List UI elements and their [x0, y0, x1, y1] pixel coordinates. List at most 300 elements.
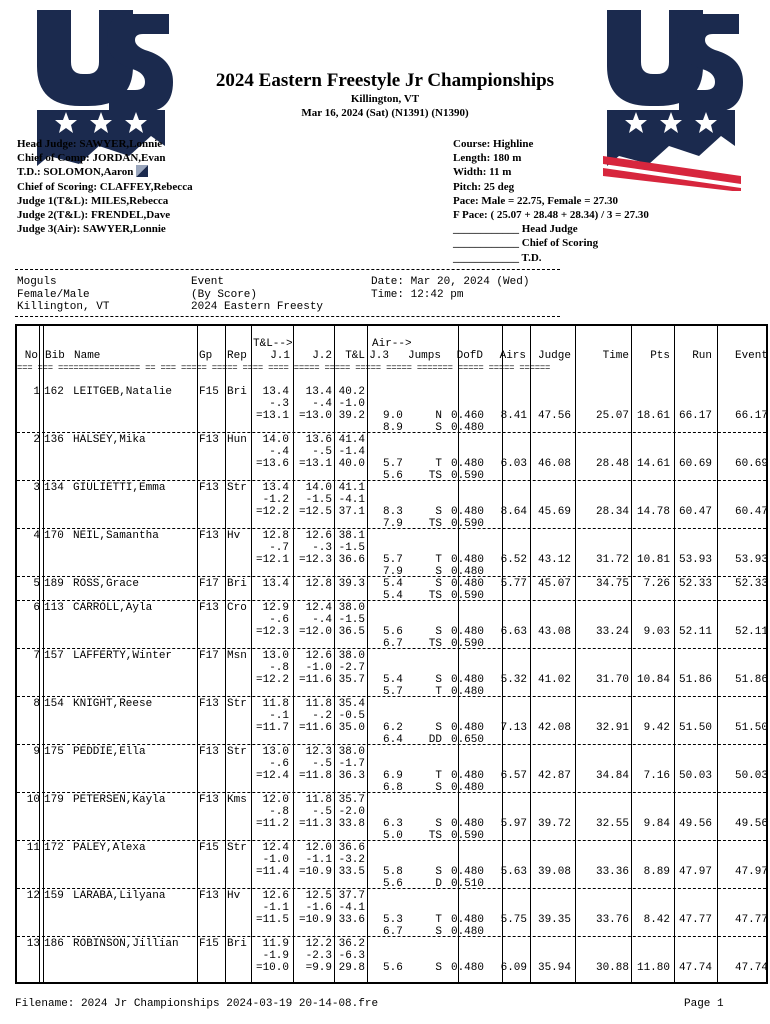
cell-tl: 35.4	[338, 698, 365, 710]
cell-judge: 47.56	[537, 410, 571, 422]
cell-j2: -.4	[312, 614, 332, 626]
event-date: Date: Mar 20, 2024 (Wed)	[371, 276, 530, 288]
cell-pts: 10.84	[636, 674, 670, 686]
cell-event: 51.50	[734, 722, 768, 734]
cell-j2: =11.6	[298, 674, 332, 686]
cell-time: 32.91	[595, 722, 629, 734]
column-divider	[334, 326, 335, 982]
official-judge-2: Judge 2(T&L): FRENDEL,Dave	[17, 209, 171, 222]
cell-j3: 6.2	[383, 722, 403, 734]
cell-tl: 38.0	[338, 746, 365, 758]
cell-run: 51.50	[678, 722, 712, 734]
cell-dofd: 0.480	[450, 770, 484, 782]
cell-rep: Msn	[227, 650, 247, 662]
cell-dofd: 0.480	[450, 962, 484, 974]
column-divider	[502, 326, 503, 982]
cell-time: 31.72	[595, 554, 629, 566]
cell-airs: 6.09	[500, 962, 527, 974]
cell-dofd: 0.590	[450, 590, 484, 602]
cell-pts: 9.84	[643, 818, 670, 830]
cell-j1: 11.8	[262, 698, 289, 710]
cell-event: 49.56	[734, 818, 768, 830]
column-divider	[367, 326, 368, 982]
cell-j1: 12.0	[262, 794, 289, 806]
cell-run: 51.86	[678, 674, 712, 686]
cell-judge: 42.08	[537, 722, 571, 734]
cell-j2: =11.6	[298, 722, 332, 734]
cell-dofd: 0.480	[450, 866, 484, 878]
cell-jumps: S	[435, 926, 442, 938]
cell-jumps: S	[435, 866, 442, 878]
cell-gp: F15	[199, 386, 219, 398]
cell-time: 28.48	[595, 458, 629, 470]
signature-chief-of-scoring: ____________ Chief of Scoring	[453, 237, 599, 250]
cell-bib: 136	[44, 434, 64, 446]
cell-judge: 46.08	[537, 458, 571, 470]
cell-j1: =12.2	[255, 506, 289, 518]
cell-tl: 33.5	[338, 866, 365, 878]
cell-j3: 6.3	[383, 818, 403, 830]
cell-tl: 40.2	[338, 386, 365, 398]
cell-dofd: 0.480	[450, 914, 484, 926]
cell-bib: 159	[44, 890, 64, 902]
cell-run: 53.93	[678, 554, 712, 566]
cell-rep: Hv	[227, 530, 241, 542]
cell-tl: 33.6	[338, 914, 365, 926]
cell-j1: =11.7	[255, 722, 289, 734]
cell-name: ROBINSON,Jillian	[73, 938, 179, 950]
cell-dofd: 0.590	[450, 470, 484, 482]
cell-j3: 5.6	[383, 470, 403, 482]
cell-jumps: T	[435, 458, 442, 470]
cell-tl: 36.3	[338, 770, 365, 782]
cell-bib: 179	[44, 794, 64, 806]
cell-tl: 36.2	[338, 938, 365, 950]
cell-j2: -.5	[312, 758, 332, 770]
cell-tl: -3.2	[338, 854, 365, 866]
cell-j3: 5.3	[383, 914, 403, 926]
cell-dofd: 0.480	[450, 674, 484, 686]
cell-j2: =13.0	[298, 410, 332, 422]
cell-j1: -1.2	[262, 494, 289, 506]
cell-run: 66.17	[678, 410, 712, 422]
cell-dofd: 0.480	[450, 818, 484, 830]
cell-dofd: 0.480	[450, 554, 484, 566]
cell-j1: =10.0	[255, 962, 289, 974]
cell-gp: F15	[199, 938, 219, 950]
cell-rep: Cro	[227, 602, 247, 614]
cell-j2: =13.1	[298, 458, 332, 470]
column-header-t-l: T&L	[345, 350, 365, 362]
column-divider	[39, 326, 40, 982]
cell-jumps: S	[435, 818, 442, 830]
cell-tl: -2.0	[338, 806, 365, 818]
cell-run: 50.03	[678, 770, 712, 782]
divider	[15, 316, 560, 317]
column-header-airs: Airs	[499, 350, 526, 362]
cell-bib: 170	[44, 530, 64, 542]
cell-j2: -.5	[312, 806, 332, 818]
cell-airs: 6.57	[500, 770, 527, 782]
official-chief-of-comp: Chief of Comp: JORDAN,Evan	[17, 152, 166, 165]
table-row	[17, 698, 766, 746]
cell-pts: 8.42	[643, 914, 670, 926]
header-underline: === === ================ == === ===== ===== ==== ==== ===== ===== ===== ===== ======= ===== ===== ======	[17, 363, 551, 373]
cell-j1: -.6	[269, 614, 289, 626]
cell-run: 52.33	[678, 578, 712, 590]
cell-dofd: 0.480	[450, 578, 484, 590]
cell-judge: 42.87	[537, 770, 571, 782]
cell-j1: =11.5	[255, 914, 289, 926]
row-separator	[17, 480, 766, 481]
cell-airs: 5.63	[500, 866, 527, 878]
official-judge-3: Judge 3(Air): SAWYER,Lonnie	[17, 223, 166, 236]
cell-pts: 14.61	[636, 458, 670, 470]
cell-tl: -4.1	[338, 494, 365, 506]
cell-no: 1	[33, 386, 40, 398]
cell-bib: 113	[44, 602, 64, 614]
cell-j1: =12.4	[255, 770, 289, 782]
column-divider	[458, 326, 459, 982]
cell-dofd: 0.480	[450, 422, 484, 434]
cell-jumps: T	[435, 554, 442, 566]
cell-j3: 5.8	[383, 866, 403, 878]
cell-pts: 11.80	[636, 962, 670, 974]
column-header-j-3: J.3	[369, 350, 389, 362]
cell-dofd: 0.480	[450, 686, 484, 698]
cell-j3: 5.7	[383, 686, 403, 698]
cell-j3: 7.9	[383, 566, 403, 578]
row-separator	[17, 576, 766, 577]
cell-bib: 134	[44, 482, 64, 494]
cell-j3: 6.7	[383, 926, 403, 938]
group-tl-header: T&L-->	[253, 338, 293, 350]
cell-event: 52.33	[734, 578, 768, 590]
cell-tl: 29.8	[338, 962, 365, 974]
cell-no: 8	[33, 698, 40, 710]
table-row	[17, 794, 766, 842]
column-header-j-1: J.1	[270, 350, 290, 362]
cell-j2: =12.5	[298, 506, 332, 518]
cell-event: 60.69	[734, 458, 768, 470]
cell-run: 60.69	[678, 458, 712, 470]
cell-j1: -.1	[269, 710, 289, 722]
cell-judge: 41.02	[537, 674, 571, 686]
cell-j2: =9.9	[305, 962, 332, 974]
cell-bib: 157	[44, 650, 64, 662]
official-judge-1: Judge 1(T&L): MILES,Rebecca	[17, 194, 169, 207]
cell-jumps: T	[435, 686, 442, 698]
cell-tl: -1.0	[338, 398, 365, 410]
cell-dofd: 0.480	[450, 722, 484, 734]
column-divider	[674, 326, 675, 982]
cell-j1: -1.0	[262, 854, 289, 866]
cell-jumps: TS	[428, 518, 442, 530]
cell-j2: 12.0	[305, 842, 332, 854]
cell-j1: =13.1	[255, 410, 289, 422]
cell-j2: -1.6	[305, 902, 332, 914]
cell-j3: 5.0	[383, 830, 403, 842]
cell-name: NEIL,Samantha	[73, 530, 159, 542]
cell-tl: 38.1	[338, 530, 365, 542]
cell-airs: 7.13	[500, 722, 527, 734]
cell-j2: 11.8	[305, 698, 332, 710]
cell-j3: 6.7	[383, 638, 403, 650]
cell-no: 9	[33, 746, 40, 758]
cell-tl: 36.6	[338, 554, 365, 566]
cell-dofd: 0.590	[450, 638, 484, 650]
cell-no: 11	[26, 842, 40, 854]
column-header-pts: Pts	[650, 350, 670, 362]
cell-jumps: TS	[428, 590, 442, 602]
cell-rep: Bri	[227, 386, 247, 398]
cell-bib: 175	[44, 746, 64, 758]
cell-no: 4	[33, 530, 40, 542]
cell-time: 32.55	[595, 818, 629, 830]
cell-run: 47.74	[678, 962, 712, 974]
cell-tl: -2.7	[338, 662, 365, 674]
column-divider	[575, 326, 576, 982]
cell-jumps: S	[435, 782, 442, 794]
cell-airs: 5.97	[500, 818, 527, 830]
cell-j1: 12.8	[262, 530, 289, 542]
cell-j1: -.8	[269, 662, 289, 674]
cell-name: ROSS,Grace	[73, 578, 140, 590]
cell-no: 7	[33, 650, 40, 662]
column-header-dofd: DofD	[456, 350, 483, 362]
cell-run: 52.11	[678, 626, 712, 638]
cell-j1: =11.2	[255, 818, 289, 830]
cell-j2: 13.4	[305, 386, 332, 398]
event-col-3	[371, 276, 529, 301]
cell-tl: -1.5	[338, 542, 365, 554]
cell-event: 47.74	[734, 962, 768, 974]
event-name: 2024 Eastern Freesty	[191, 301, 324, 313]
cell-j3: 5.4	[383, 674, 403, 686]
cell-rep: Str	[227, 698, 247, 710]
cell-jumps: S	[435, 566, 442, 578]
cell-tl: 41.1	[338, 482, 365, 494]
column-divider	[225, 326, 226, 982]
cell-judge: 35.94	[537, 962, 571, 974]
cell-no: 10	[26, 794, 40, 806]
page-title: 2024 Eastern Freestyle Jr Championships	[215, 70, 555, 91]
cell-time: 30.88	[595, 962, 629, 974]
cell-airs: 5.32	[500, 674, 527, 686]
table-row	[17, 650, 766, 698]
column-divider	[43, 326, 44, 982]
cell-j2: 11.8	[305, 794, 332, 806]
cell-event: 52.11	[734, 626, 768, 638]
column-header-run: Run	[692, 350, 712, 362]
cell-dofd: 0.480	[450, 626, 484, 638]
cell-pts: 7.26	[643, 578, 670, 590]
cell-j2: -1.5	[305, 494, 332, 506]
cell-tl: 38.0	[338, 650, 365, 662]
cell-j1: 12.4	[262, 842, 289, 854]
cell-tl: 35.7	[338, 794, 365, 806]
cell-gp: F13	[199, 602, 219, 614]
cell-time: 25.07	[595, 410, 629, 422]
cell-gp: F13	[199, 890, 219, 902]
cell-gp: F17	[199, 650, 219, 662]
cell-jumps: DD	[428, 734, 442, 746]
table-row	[17, 842, 766, 890]
cell-jumps: S	[435, 674, 442, 686]
cell-name: HALSEY,Mika	[73, 434, 146, 446]
cell-gp: F13	[199, 698, 219, 710]
cell-j1: -.7	[269, 542, 289, 554]
cell-j2: -.4	[312, 398, 332, 410]
cell-airs: 5.75	[500, 914, 527, 926]
cell-name: PALEY,Alexa	[73, 842, 146, 854]
cell-jumps: S	[435, 722, 442, 734]
cell-event: 47.77	[734, 914, 768, 926]
event-label: Event	[191, 276, 225, 288]
cell-gp: F15	[199, 842, 219, 854]
cell-pts: 18.61	[636, 410, 670, 422]
column-divider	[197, 326, 198, 982]
cell-event: 66.17	[734, 410, 768, 422]
cell-airs: 8.41	[500, 410, 527, 422]
cell-gp: F13	[199, 746, 219, 758]
cell-jumps: TS	[428, 830, 442, 842]
cell-tl: 37.7	[338, 890, 365, 902]
cell-j1: 13.4	[262, 482, 289, 494]
event-place: Killington, VT	[17, 301, 110, 313]
footer-filename: Filename: 2024 Jr Championships 2024-03-19 20-14-08.fre	[15, 998, 379, 1010]
cell-j3: 5.4	[383, 590, 403, 602]
cell-j1: 14.0	[262, 434, 289, 446]
table-row	[17, 578, 766, 602]
column-header-j-2: J.2	[312, 350, 332, 362]
cell-tl: 39.2	[338, 410, 365, 422]
cell-j3: 8.9	[383, 422, 403, 434]
cell-judge: 39.08	[537, 866, 571, 878]
cell-judge: 43.12	[537, 554, 571, 566]
row-separator	[17, 528, 766, 529]
cell-j2: =10.9	[298, 914, 332, 926]
cell-jumps: S	[435, 626, 442, 638]
event-sort: (By Score)	[191, 288, 258, 301]
event-gender: Female/Male	[17, 288, 90, 301]
cell-j1: 13.0	[262, 746, 289, 758]
official-td-text: T.D.: SOLOMON,Aaron	[17, 166, 134, 179]
cell-run: 49.56	[678, 818, 712, 830]
cell-j1: =12.2	[255, 674, 289, 686]
cell-j3: 5.6	[383, 878, 403, 890]
table-row	[17, 746, 766, 794]
cell-j1: =12.3	[255, 626, 289, 638]
cell-rep: Str	[227, 482, 247, 494]
flag-icon	[136, 165, 148, 177]
cell-j1: 11.9	[262, 938, 289, 950]
row-separator	[17, 888, 766, 889]
cell-bib: 162	[44, 386, 64, 398]
table-row	[17, 890, 766, 938]
cell-name: KNIGHT,Reese	[73, 698, 153, 710]
official-chief-of-scoring: Chief of Scoring: CLAFFEY,Rebecca	[17, 180, 193, 193]
table-row	[17, 482, 766, 530]
cell-gp: F13	[199, 794, 219, 806]
cell-rep: Hv	[227, 890, 241, 902]
column-divider	[251, 326, 252, 982]
cell-gp: F13	[199, 530, 219, 542]
cell-dofd: 0.590	[450, 518, 484, 530]
cell-time: 34.75	[595, 578, 629, 590]
cell-tl: 39.3	[338, 578, 365, 590]
cell-rep: Kms	[227, 794, 247, 806]
cell-j2: -.2	[312, 710, 332, 722]
column-header-event: Event	[734, 350, 768, 362]
cell-j2: 12.6	[305, 650, 332, 662]
cell-j3: 6.4	[383, 734, 403, 746]
cell-jumps: S	[435, 962, 442, 974]
cell-run: 47.97	[678, 866, 712, 878]
cell-j2: =11.3	[298, 818, 332, 830]
event-date-line: Mar 16, 2024 (Sat) (N1391) (N1390)	[301, 107, 469, 119]
cell-bib: 189	[44, 578, 64, 590]
cell-pts: 7.16	[643, 770, 670, 782]
column-divider	[631, 326, 632, 982]
cell-rep: Bri	[227, 938, 247, 950]
column-divider	[530, 326, 531, 982]
cell-tl: 36.5	[338, 626, 365, 638]
cell-time: 28.34	[595, 506, 629, 518]
column-header-name: Name	[74, 350, 101, 362]
cell-tl: 35.0	[338, 722, 365, 734]
cell-tl: -1.7	[338, 758, 365, 770]
event-col-2	[191, 276, 323, 314]
table-row	[17, 938, 766, 986]
cell-dofd: 0.510	[450, 878, 484, 890]
divider	[15, 269, 560, 270]
event-location: Killington, VT	[350, 93, 420, 105]
cell-j1: -.4	[269, 446, 289, 458]
row-separator	[17, 744, 766, 745]
cell-tl: 36.6	[338, 842, 365, 854]
cell-tl: -1.5	[338, 614, 365, 626]
cell-no: 13	[26, 938, 40, 950]
cell-j3: 7.9	[383, 518, 403, 530]
cell-j2: 12.4	[305, 602, 332, 614]
cell-j1: 13.4	[262, 386, 289, 398]
cell-dofd: 0.460	[450, 410, 484, 422]
column-header-no: No	[24, 350, 38, 362]
cell-gp: F13	[199, 434, 219, 446]
cell-jumps: S	[435, 506, 442, 518]
cell-airs: 5.77	[500, 578, 527, 590]
cell-j2: -.5	[312, 446, 332, 458]
cell-j2: 14.0	[305, 482, 332, 494]
cell-tl: -1.4	[338, 446, 365, 458]
cell-dofd: 0.650	[450, 734, 484, 746]
cell-jumps: TS	[428, 638, 442, 650]
cell-tl: -6.3	[338, 950, 365, 962]
cell-no: 2	[33, 434, 40, 446]
group-air-header: Air-->	[372, 338, 412, 350]
cell-j2: 13.6	[305, 434, 332, 446]
table-row	[17, 602, 766, 650]
cell-pts: 10.81	[636, 554, 670, 566]
cell-name: PEDDIE,Ella	[73, 746, 146, 758]
column-divider	[293, 326, 294, 982]
results-table	[15, 324, 768, 984]
cell-rep: Str	[227, 746, 247, 758]
cell-pts: 8.89	[643, 866, 670, 878]
cell-dofd: 0.480	[450, 782, 484, 794]
cell-dofd: 0.480	[450, 926, 484, 938]
